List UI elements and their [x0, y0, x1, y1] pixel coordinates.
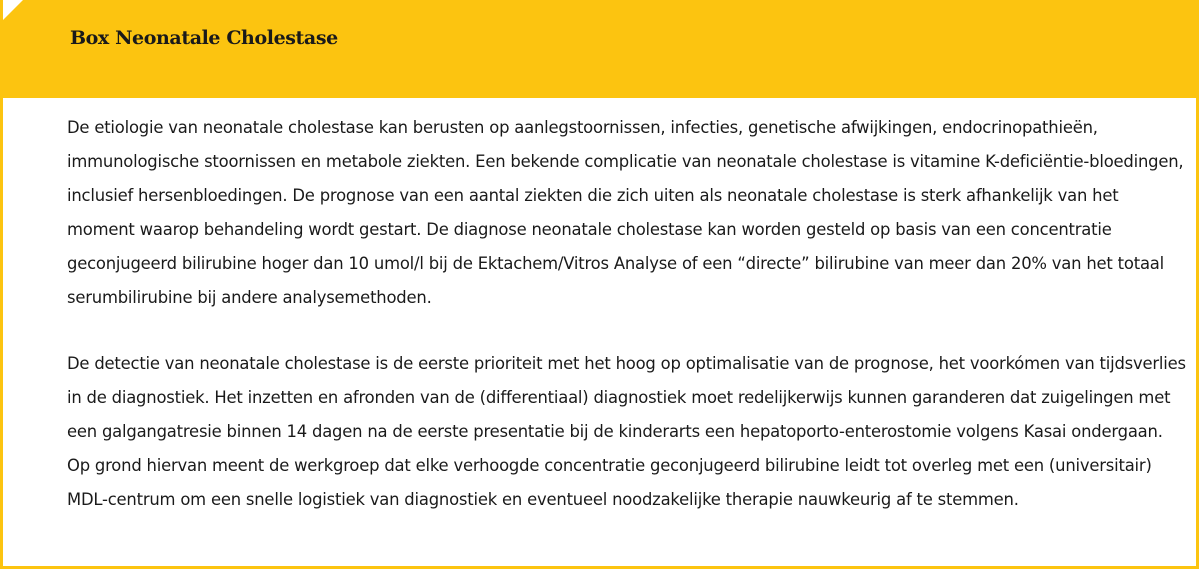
paragraph-etiology: De etiologie van neonatale cholestase kan berusten op aanlegstoornissen, infecties, genetische afwijkingen, endocrinopathieën, immunologische stoornissen en metabole ziekten. Een bekende complicatie van neonatale cholestase is vitamine K-deficiëntie-bloedingen, inclusief hersenbloedingen. De prognose van een aantal ziekten die zich uiten als neonatale cholestase is sterk afhankelijk van het moment waarop behandeling wordt gestart. De diagnose neonatale cholestase kan worden gesteld op basis van een concentratie geconjugeerd bilirubine hoger dan 10 umol/l bij de Ektachem/Vitros Analyse of een “directe” bilirubine van meer dan 20% van het totaal serumbilirubine bij andere analysemethoden. — [67, 118, 1184, 307]
box-title: Box Neonatale Cholestase — [70, 27, 338, 49]
box-body — [67, 111, 1187, 517]
box-header — [0, 0, 1199, 98]
paragraph-detection: De detectie van neonatale cholestase is de eerste prioriteit met het hoog op optimalisatie van de prognose, het voorkómen van tijdsverlies in de diagnostiek. Het inzetten en afronden van de (differentiaal) diagnostiek moet redelijkerwijs kunnen garanderen dat zuigelingen met een galgangatresie binnen 14 dagen na de eerste presentatie bij de kinderarts een hepatoporto-enterostomie volgens Kasai ondergaan. Op grond hiervan meent de werkgroep dat elke verhoogde concentratie geconjugeerd bilirubine leidt tot overleg met een (universitair) MDL-centrum om een snelle logistiek van diagnostiek en eventueel noodzakelijke therapie nauwkeurig af te stemmen. — [67, 354, 1186, 509]
